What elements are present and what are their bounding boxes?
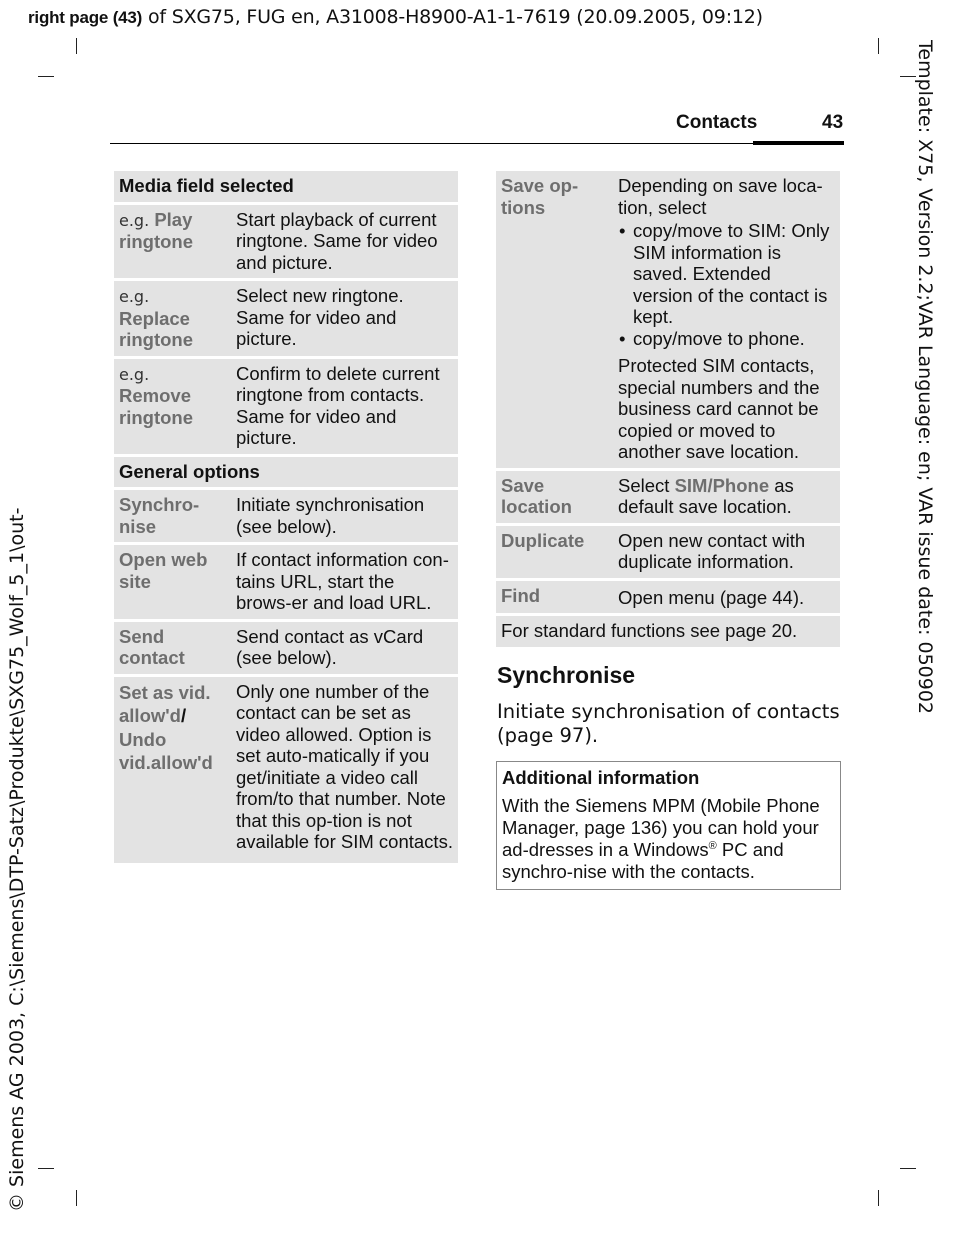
table-row (496, 471, 840, 523)
copyright-path: © Siemens AG 2003, C:\Siemens\DTP-Satz\Produkte\SXG75_Wolf_5_1\out- (6, 507, 28, 1212)
crop-mark (76, 1190, 77, 1206)
additional-info-box (496, 761, 841, 890)
page-number: 43 (822, 112, 844, 133)
table-row (114, 677, 458, 863)
option-desc: Select SIM/Phone as default save location. (613, 471, 840, 523)
option-desc: If contact information con-tains URL, start the brows-er and load URL. (231, 545, 458, 619)
right-options-table (496, 168, 840, 650)
crop-mark (900, 1168, 916, 1169)
option-desc: Only one number of the contact can be set as video allowed. Option is set auto-matically if you get/initiate a video call from/to that number. Note that this op-tion is not available for SIM contacts. (231, 677, 458, 863)
crop-mark (878, 38, 879, 54)
left-options-table (114, 168, 458, 866)
synchronise-text: Initiate synchronisation of contacts (page 97). (497, 700, 840, 747)
option-key: Open web site (114, 545, 231, 619)
option-desc: Select new ringtone. Same for video and picture. (231, 281, 458, 356)
header-rule-accent (753, 141, 844, 145)
section-heading: General options (114, 457, 458, 488)
table-row (114, 205, 458, 279)
option-key: e.g. Remove ringtone (114, 359, 231, 454)
print-info-bold: right page (43) (28, 8, 143, 27)
option-desc: Depending on save loca-tion, select • copy/move to SIM: Only SIM information is saved. Extended version of the contact is kept. • copy/move to phone. Protected SIM contacts, special numbers and the business card cannot be copied or moved to another save location. (613, 171, 840, 468)
table-row (496, 171, 840, 468)
option-key: Set as vid. allow'd/ Undo vid.allow'd (114, 677, 231, 863)
table-row (114, 359, 458, 454)
table-row (496, 581, 840, 614)
option-key: Save location (496, 471, 613, 523)
option-key: e.g. Play ringtone (114, 205, 231, 279)
option-desc: Confirm to delete current ringtone from contacts. Same for video and picture. (231, 359, 458, 454)
option-desc: Open new contact with duplicate information. (613, 526, 840, 578)
table-row (114, 622, 458, 674)
option-key: Duplicate (496, 526, 613, 578)
option-key: Synchro-nise (114, 490, 231, 542)
additional-info-text: With the Siemens MPM (Mobile Phone Manager, page 136) you can hold your ad-dresses in a Windows® PC and synchro-nise with the contacts. (502, 795, 820, 882)
crop-mark (38, 76, 54, 77)
print-info-text: of SXG75, FUG en, A31008-H8900-A1-1-7619 (20.09.2005, 09:12) (142, 6, 763, 28)
table-row (496, 526, 840, 578)
option-key: e.g. Replace ringtone (114, 281, 231, 356)
header-rule (110, 143, 844, 144)
print-info-line (28, 6, 763, 28)
table-row (114, 545, 458, 619)
option-key: Find (496, 581, 613, 614)
additional-info-title: Additional information (502, 767, 700, 788)
option-key: Save op-tions (496, 171, 613, 468)
crop-mark (38, 1168, 54, 1169)
table-row (114, 490, 458, 542)
standard-functions-note: For standard functions see page 20. (496, 616, 840, 647)
list-item: • copy/move to phone. (633, 328, 835, 350)
list-item: • copy/move to SIM: Only SIM information is saved. Extended version of the contact is kept. (633, 220, 835, 328)
template-info: Template: X75, Version 2.2;VAR Language: en; VAR issue date: 050902 (914, 40, 936, 715)
running-header-section: Contacts (676, 112, 758, 133)
option-desc: Start playback of current ringtone. Same for video and picture. (231, 205, 458, 279)
section-heading-synchronise: Synchronise (497, 662, 636, 688)
option-desc: Open menu (page 44). (613, 581, 840, 614)
option-desc: Send contact as vCard (see below). (231, 622, 458, 674)
table-section-row (114, 171, 458, 202)
option-desc: Initiate synchronisation (see below). (231, 490, 458, 542)
table-footer-row (496, 616, 840, 647)
section-heading: Media field selected (114, 171, 458, 202)
crop-mark (878, 1190, 879, 1206)
option-bullet-list (618, 220, 835, 349)
option-key: Send contact (114, 622, 231, 674)
table-row (114, 281, 458, 356)
crop-mark (76, 38, 77, 54)
table-section-row (114, 457, 458, 488)
